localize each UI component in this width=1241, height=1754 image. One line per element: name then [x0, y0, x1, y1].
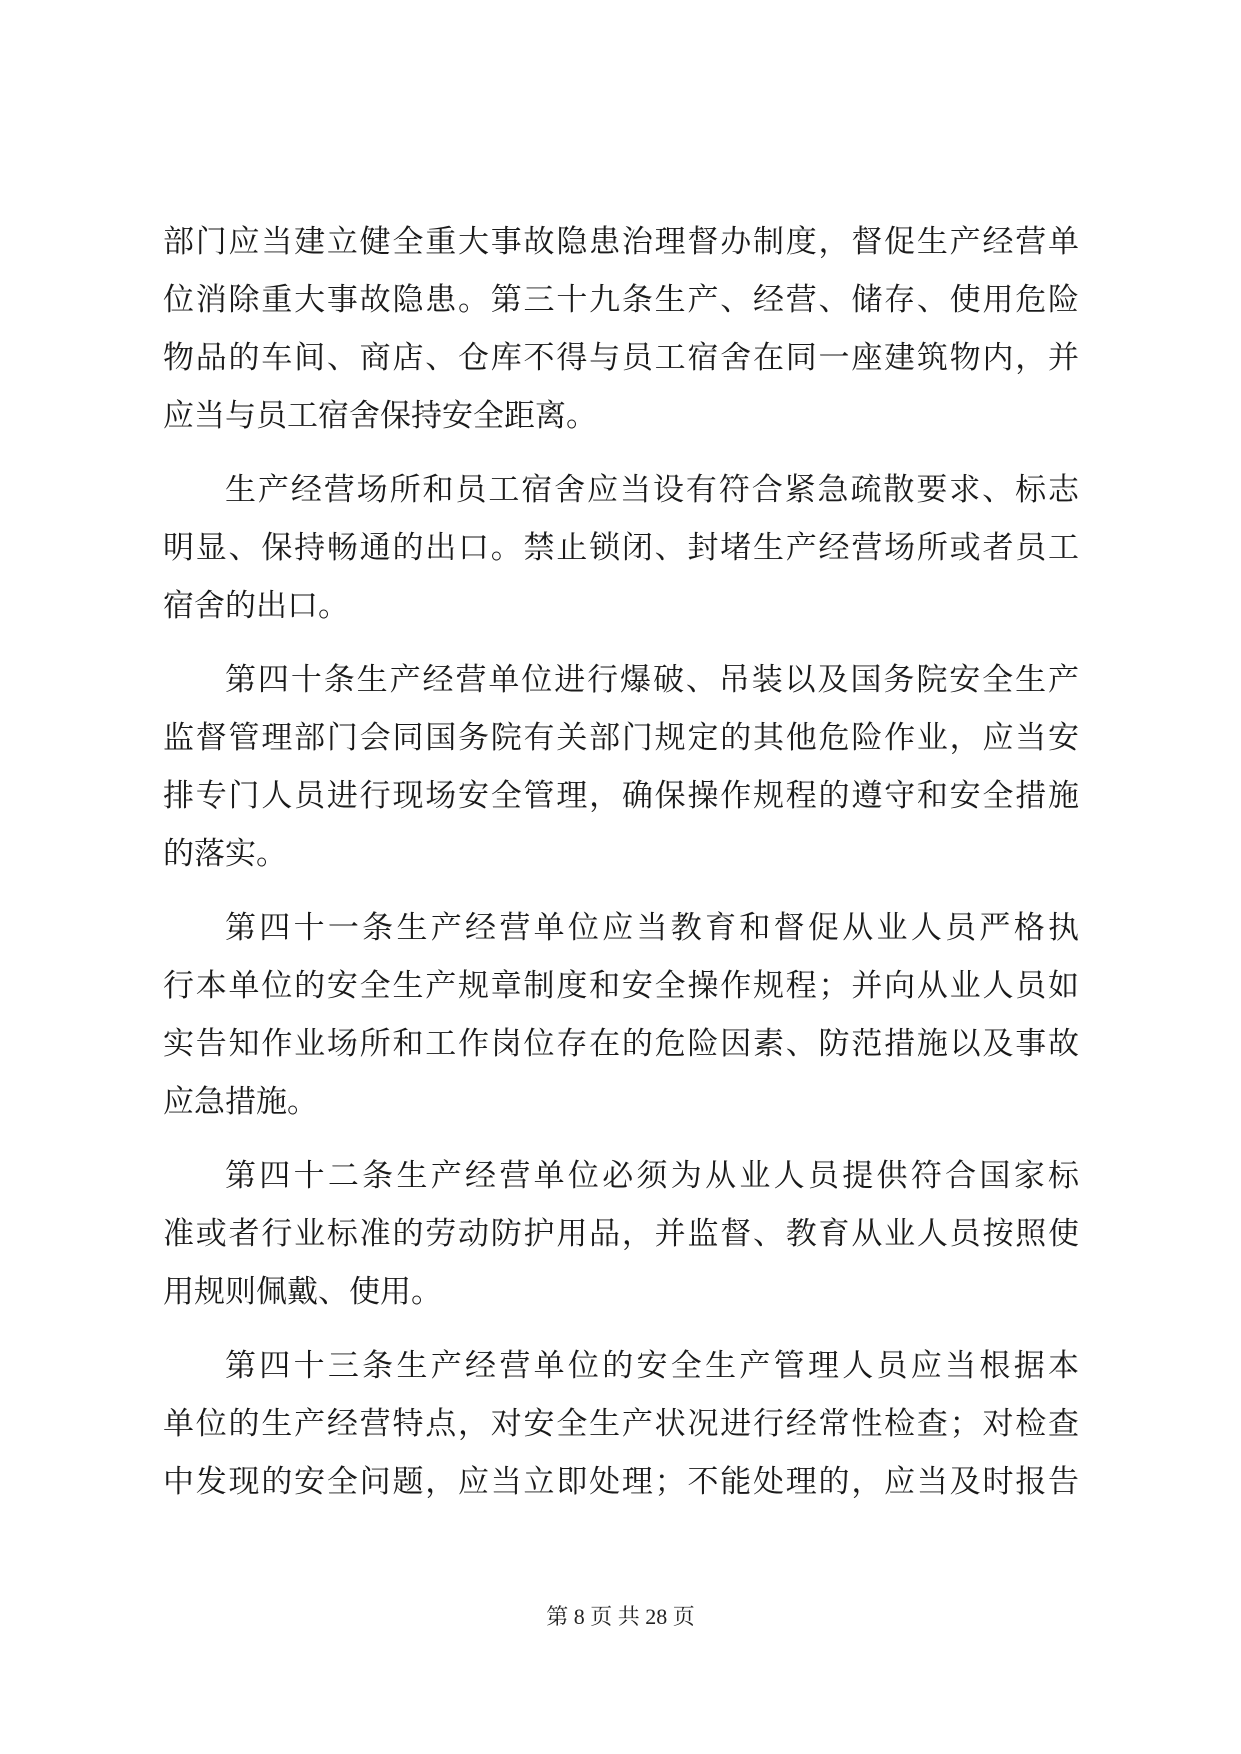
text-line: 应急措施。 — [163, 1084, 318, 1120]
text-line: 物品的车间、商店、仓库不得与员工宿舍在同一座建筑物内，并 — [163, 340, 1079, 376]
text-line: 单位的生产经营特点，对安全生产状况进行经常性检查；对检查 — [163, 1406, 1079, 1442]
text-line: 生产经营场所和员工宿舍应当设有符合紧急疏散要求、标志 — [225, 472, 1079, 508]
text-line: 第四十一条生产经营单位应当教育和督促从业人员严格执 — [225, 910, 1079, 946]
text-line: 位消除重大事故隐患。第三十九条生产、经营、储存、使用危险 — [163, 282, 1079, 318]
text-line: 行本单位的安全生产规章制度和安全操作规程；并向从业人员如 — [163, 968, 1079, 1004]
text-line: 第四十二条生产经营单位必须为从业人员提供符合国家标 — [225, 1158, 1079, 1194]
text-line: 部门应当建立健全重大事故隐患治理督办制度，督促生产经营单 — [163, 224, 1079, 260]
text-line: 排专门人员进行现场安全管理，确保操作规程的遵守和安全措施 — [163, 778, 1079, 814]
body-text — [163, 222, 1079, 1552]
text-line: 监督管理部门会同国务院有关部门规定的其他危险作业，应当安 — [163, 720, 1079, 756]
text-line: 用规则佩戴、使用。 — [163, 1274, 442, 1310]
text-line: 第四十条生产经营单位进行爆破、吊装以及国务院安全生产 — [225, 662, 1079, 698]
text-line: 明显、保持畅通的出口。禁止锁闭、封堵生产经营场所或者员工 — [163, 530, 1079, 566]
page-footer: 第 8 页 共 28 页 — [546, 1604, 695, 1629]
text-line: 实告知作业场所和工作岗位存在的危险因素、防范措施以及事故 — [163, 1026, 1079, 1062]
text-line: 的落实。 — [163, 836, 287, 872]
text-line: 中发现的安全问题，应当立即处理；不能处理的，应当及时报告 — [163, 1464, 1079, 1500]
text-line: 准或者行业标准的劳动防护用品，并监督、教育从业人员按照使 — [163, 1216, 1079, 1252]
text-line: 宿舍的出口。 — [163, 588, 349, 624]
text-line: 第四十三条生产经营单位的安全生产管理人员应当根据本 — [225, 1348, 1079, 1384]
text-line: 应当与员工宿舍保持安全距离。 — [163, 398, 597, 434]
